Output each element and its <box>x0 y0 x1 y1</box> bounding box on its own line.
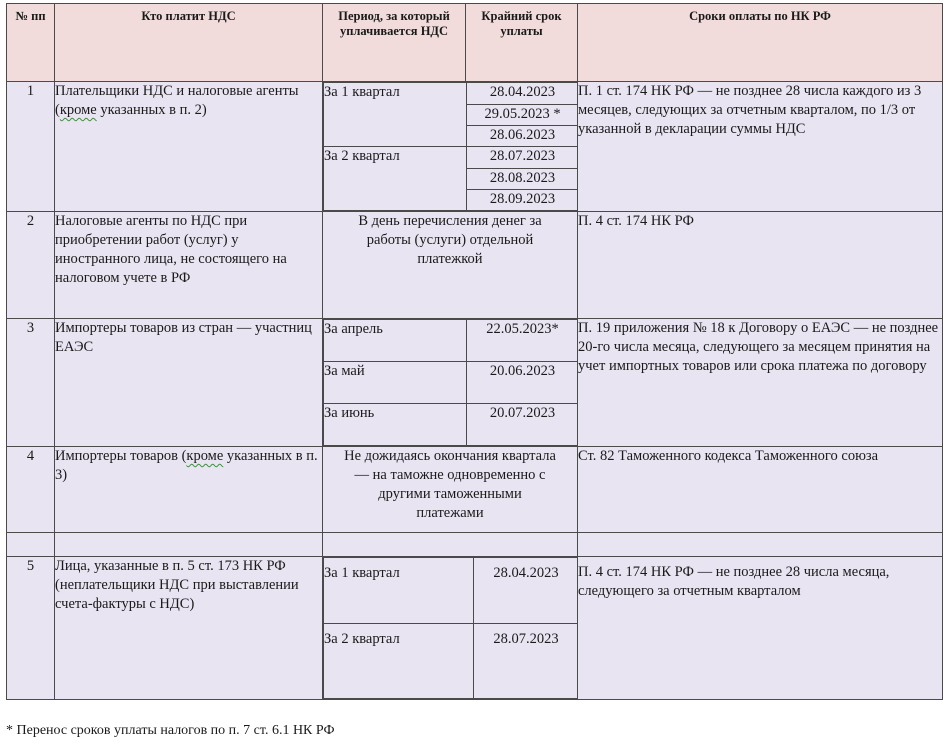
row-1-who <box>55 82 323 212</box>
row-1-date-5: 28.08.2023 <box>467 169 579 190</box>
table-spacer-row <box>7 533 943 557</box>
spacer-cell <box>323 533 578 557</box>
row-2-num: 2 <box>7 212 55 319</box>
table-row <box>7 82 943 212</box>
row-3-law: П. 19 приложения № 18 к Договору о ЕАЭС — не позднее 20-го числа месяца, следующего за месяцем принятия на учет импортных товаров или срока платежа по договору <box>578 319 943 447</box>
row-5-who: Лица, указанные в п. 5 ст. 173 НК РФ (неплательщики НДС при выставлении счета-фактуры с НДС) <box>55 557 323 700</box>
table-row <box>7 447 943 533</box>
row-3-period-april: За апрель <box>324 320 467 362</box>
row-3-num: 3 <box>7 319 55 447</box>
table-row <box>7 557 943 700</box>
header-period: Период, за который уплачивается НДС <box>323 4 466 82</box>
row-1-date-2: 29.05.2023 * <box>467 105 579 126</box>
vat-deadlines-table <box>6 3 943 700</box>
row-5-period-q1: За 1 квартал <box>324 558 474 624</box>
row-1-period-q1: За 1 квартал <box>324 83 467 147</box>
row-1-who-underlined: кроме <box>59 102 97 118</box>
row-5-date-q1: 28.04.2023 <box>474 558 579 624</box>
row-1-date-4: 28.07.2023 <box>467 147 579 169</box>
row-4-who-text: Импортеры товаров ( <box>55 448 187 464</box>
row-5-num: 5 <box>7 557 55 700</box>
spacer-cell <box>578 533 943 557</box>
row-1-law: П. 1 ст. 174 НК РФ — не позднее 28 числа каждого из 3 месяцев, следующих за отчетным кварталом, по 1/3 от указанной в декларации суммы НДС <box>578 82 943 212</box>
header-deadline: Крайний срок уплаты <box>466 4 578 82</box>
row-3-date-april: 22.05.2023* <box>467 320 579 362</box>
row-1-date-6: 28.09.2023 <box>467 190 579 211</box>
table-row <box>7 212 943 319</box>
table-row <box>7 319 943 447</box>
row-1-num: 1 <box>7 82 55 212</box>
row-2-span-text: В день перечисления денег за работы (услуги) отдельной платежкой <box>323 212 578 319</box>
row-4-span-text: Не дожидаясь окончания квартала — на таможне одновременно с другими таможенными платежами <box>323 447 578 533</box>
row-3-period-june: За июнь <box>324 404 467 446</box>
row-1-who-tail: указанных в п. 2) <box>96 102 207 118</box>
footnote: * Перенос сроков уплаты налогов по п. 7 ст. 6.1 НК РФ <box>6 723 335 738</box>
row-3-who: Импортеры товаров из стран — участниц ЕАЭС <box>55 319 323 447</box>
row-5-law: П. 4 ст. 174 НК РФ — не позднее 28 числа месяца, следующего за отчетным кварталом <box>578 557 943 700</box>
header-who: Кто платит НДС <box>55 4 323 82</box>
row-3-date-june: 20.07.2023 <box>467 404 579 446</box>
row-4-who-tail: указанных в п. 3) <box>55 448 318 483</box>
row-3-period-block <box>323 319 578 447</box>
row-1-date-1: 28.04.2023 <box>467 83 579 105</box>
spacer-cell <box>7 533 55 557</box>
row-1-who-text: Плательщики НДС и налоговые агенты ( <box>55 83 299 118</box>
row-5-period-block <box>323 557 578 700</box>
row-4-who <box>55 447 323 533</box>
row-1-period-block <box>323 82 578 212</box>
row-5-period-q2: За 2 квартал <box>324 624 474 699</box>
row-4-num: 4 <box>7 447 55 533</box>
row-3-period-may: За май <box>324 362 467 404</box>
row-4-law: Ст. 82 Таможенного кодекса Таможенного союза <box>578 447 943 533</box>
row-5-date-q2: 28.07.2023 <box>474 624 579 699</box>
row-1-date-3: 28.06.2023 <box>467 126 579 147</box>
row-4-who-underlined: кроме <box>186 448 224 464</box>
header-law: Сроки оплаты по НК РФ <box>578 4 943 82</box>
row-2-law: П. 4 ст. 174 НК РФ <box>578 212 943 319</box>
row-1-period-q2: За 2 квартал <box>324 147 467 211</box>
row-2-who: Налоговые агенты по НДС при приобретении работ (услуг) у иностранного лица, не состоящего на налоговом учете в РФ <box>55 212 323 319</box>
table-header-row <box>7 4 943 82</box>
spacer-cell <box>55 533 323 557</box>
row-3-date-may: 20.06.2023 <box>467 362 579 404</box>
header-num: № пп <box>7 4 55 82</box>
